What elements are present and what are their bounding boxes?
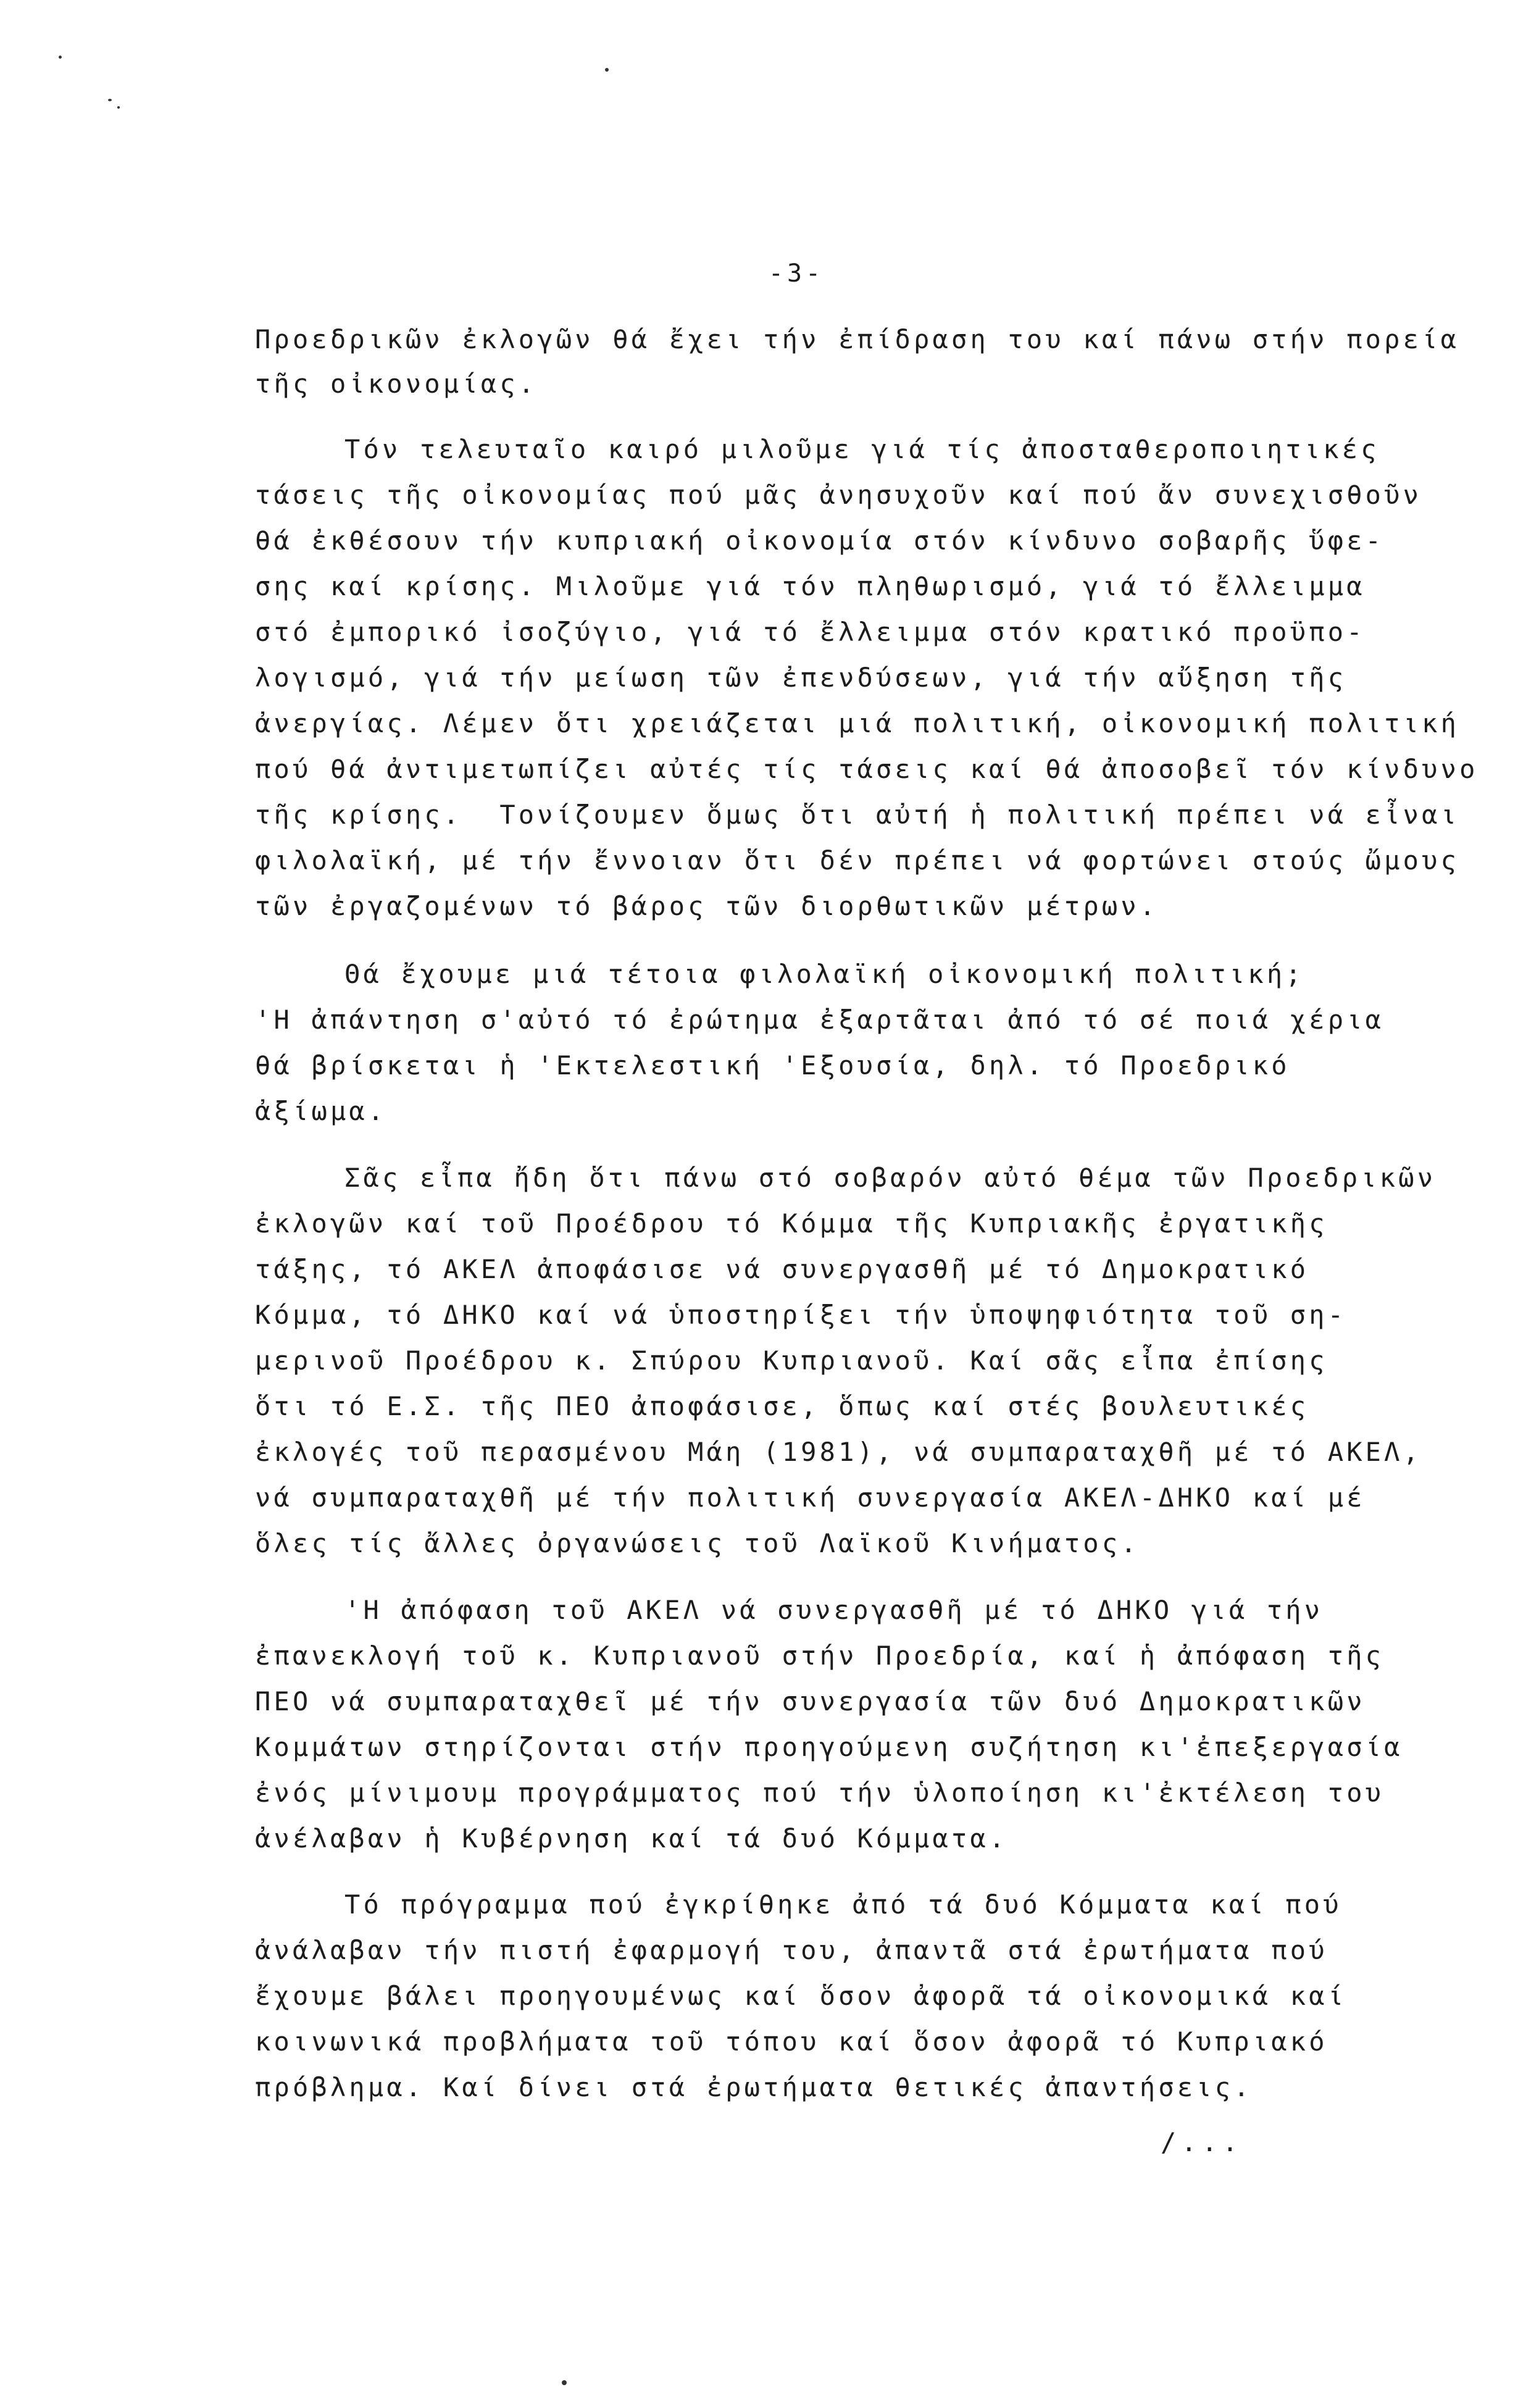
paragraph-4-line-9: ὅλες τίς ἄλλες ὀργανώσεις τοῦ Λαϊκοῦ Κινήματος. xyxy=(255,1528,1140,1558)
paragraph-2-line-7: ἀνεργίας. Λέμεν ὅτι χρειάζεται μιά πολιτική, οἰκονομική πολιτική xyxy=(255,708,1460,738)
paragraph-6-line-5: πρόβλημα. Καί δίνει στά ἐρωτήματα θετικές ἀπαντήσεις. xyxy=(255,2072,1253,2102)
paragraph-4-line-6: ὅτι τό Ε.Σ. τῆς ΠΕΟ ἀποφάσισε, ὅπως καί στές βουλευτικές xyxy=(255,1391,1309,1421)
paragraph-2-line-5: στό ἐμπορικό ἰσοζύγιο, γιά τό ἔλλειμμα στόν κρατικό προϋπο- xyxy=(255,617,1366,647)
paragraph-5-line-5: ἐνός μίνιμουμ προγράμματος πού τήν ὑλοποίηση κι'ἐκτέλεση του xyxy=(255,1778,1385,1808)
paragraph-2-line-11: τῶν ἐργαζομένων τό βάρος τῶν διορθωτικῶν μέτρων. xyxy=(255,891,1159,921)
paragraph-4-line-1: Σᾶς εἶπα ἤδη ὅτι πάνω στό σοβαρόν αὐτό θέμα τῶν Προεδρικῶν xyxy=(344,1163,1437,1193)
paragraph-1-line-1: Προεδρικῶν ἐκλογῶν θά ἔχει τήν ἐπίδραση του καί πάνω στήν πορεία xyxy=(255,324,1460,354)
paragraph-2-line-6: λογισμό, γιά τήν μείωση τῶν ἐπενδύσεων, γιά τήν αὔξηση τῆς xyxy=(255,663,1347,693)
paragraph-6-line-2: ἀνάλαβαν τήν πιστή ἐφαρμογή του, ἀπαντᾶ στά ἐρωτήματα πού xyxy=(255,1935,1328,1965)
scan-speck xyxy=(605,68,609,72)
paragraph-3-line-3: θά βρίσκεται ἡ 'Εκτελεστική 'Εξουσία, δηλ. τό Προεδρικό xyxy=(255,1050,1290,1081)
paragraph-5-line-4: Κομμάτων στηρίζονται στήν προηγούμενη συζήτηση κι'ἐπεξεργασία xyxy=(255,1732,1403,1762)
paragraph-1-line-2: τῆς οἰκονομίας. xyxy=(255,369,538,399)
paragraph-2-line-4: σης καί κρίσης. Μιλοῦμε γιά τόν πληθωρισμό, γιά τό ἔλλειμμα xyxy=(255,571,1366,601)
scan-speck xyxy=(59,56,62,59)
paragraph-4-line-3: τάξης, τό ΑΚΕΛ ἀποφάσισε νά συνεργασθῆ μέ τό Δημοκρατικό xyxy=(255,1254,1309,1284)
paragraph-5-line-1: 'Η ἀπόφαση τοῦ ΑΚΕΛ νά συνεργασθῆ μέ τό ΔΗΚΟ γιά τήν xyxy=(344,1595,1324,1625)
scan-speck xyxy=(108,99,112,101)
paragraph-4-line-2: ἐκλογῶν καί τοῦ Προέδρου τό Κόμμα τῆς Κυπριακῆς ἐργατικῆς xyxy=(255,1208,1328,1239)
paragraph-2-line-9: τῆς κρίσης. Τονίζουμεν ὅμως ὅτι αὐτή ἡ πολιτική πρέπει νά εἶναι xyxy=(255,800,1460,830)
paragraph-3-line-2: 'Η ἀπάντηση σ'αὐτό τό ἐρώτημα ἐξαρτᾶται ἀπό τό σέ ποιά χέρια xyxy=(255,1005,1385,1035)
paragraph-2-line-10: φιλολαϊκή, μέ τήν ἔννοιαν ὅτι δέν πρέπει νά φορτώνει στούς ὤμους xyxy=(255,845,1460,876)
paragraph-2-line-2: τάσεις τῆς οἰκονομίας πού μᾶς ἀνησυχοῦν καί πού ἄν συνεχισθοῦν xyxy=(255,480,1422,510)
page-number: -3- xyxy=(768,259,825,288)
scan-speck xyxy=(117,106,120,109)
paragraph-5-line-3: ΠΕΟ νά συμπαραταχθεῖ μέ τήν συνεργασία τῶν δυό Δημοκρατικῶν xyxy=(255,1686,1366,1716)
paragraph-4-line-4: Κόμμα, τό ΔΗΚΟ καί νά ὑποστηρίξει τήν ὑποψηφιότητα τοῦ ση- xyxy=(255,1300,1347,1330)
paragraph-4-line-8: νά συμπαραταχθῆ μέ τήν πολιτική συνεργασία ΑΚΕΛ-ΔΗΚΟ καί μέ xyxy=(255,1482,1366,1513)
paragraph-6-line-3: ἔχουμε βάλει προηγουμένως καί ὅσον ἀφορᾶ τά οἰκονομικά καί xyxy=(255,1981,1347,2011)
paragraph-3-line-1: Θά ἔχουμε μιά τέτοια φιλολαϊκή οἰκονομική πολιτική; xyxy=(344,959,1304,989)
paragraph-3-line-4: ἀξίωμα. xyxy=(255,1096,387,1126)
paragraph-4-line-7: ἐκλογές τοῦ περασμένου Μάη (1981), νά συμπαραταχθῆ μέ τό ΑΚΕΛ, xyxy=(255,1437,1422,1467)
paragraph-5-line-6: ἀνέλαβαν ἡ Κυβέρνηση καί τά δυό Κόμματα. xyxy=(255,1823,1008,1854)
paragraph-5-line-2: ἐπανεκλογή τοῦ κ. Κυπριανοῦ στήν Προεδρία, καί ἡ ἀπόφαση τῆς xyxy=(255,1641,1385,1671)
paragraph-4-line-5: μερινοῦ Προέδρου κ. Σπύρου Κυπριανοῦ. Καί σᾶς εἶπα ἐπίσης xyxy=(255,1345,1328,1376)
paragraph-2-line-1: Τόν τελευταῖο καιρό μιλοῦμε γιά τίς ἀποσταθεροποιητικές xyxy=(344,434,1380,464)
scan-speck xyxy=(562,2380,567,2385)
paragraph-2-line-8: πού θά ἀντιμετωπίζει αὐτές τίς τάσεις καί θά ἀποσοβεῖ τόν κίνδυνο xyxy=(255,754,1478,784)
paragraph-6-line-1: Τό πρόγραμμα πού ἐγκρίθηκε ἀπό τά δυό Κόμματα καί πού xyxy=(344,1889,1342,1920)
paragraph-6-line-4: κοινωνικά προβλήματα τοῦ τόπου καί ὅσον ἀφορᾶ τό Κυπριακό xyxy=(255,2026,1328,2057)
continuation-mark: /... xyxy=(1161,2127,1243,2157)
paragraph-2-line-3: θά ἐκθέσουν τήν κυπριακή οἰκονομία στόν κίνδυνο σοβαρῆς ὕφε- xyxy=(255,525,1385,556)
